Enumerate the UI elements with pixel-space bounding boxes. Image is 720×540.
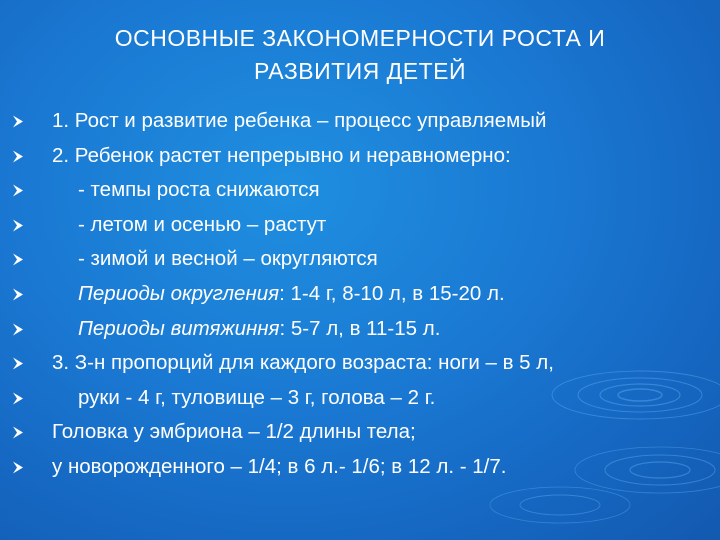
- bullet-item: [12, 346, 712, 381]
- bullet-text: 2. Ребенок растет непрерывно и неравномерно:: [52, 143, 511, 167]
- bullet-text: руки - 4 г, туловище – 3 г, голова – 2 г.: [78, 385, 436, 409]
- arrowhead-bullet-icon: [12, 392, 24, 405]
- arrowhead-bullet-icon: [12, 426, 24, 439]
- bullet-item: [12, 277, 712, 312]
- bullet-text: [78, 277, 505, 312]
- title-line-2: РАЗВИТИЯ ДЕТЕЙ: [253, 58, 467, 84]
- bullet-text: - летом и осенью – растут: [78, 212, 327, 236]
- arrowhead-bullet-icon: [12, 184, 24, 197]
- title-line-1: ОСНОВНЫЕ ЗАКОНОМЕРНОСТИ РОСТА И: [114, 25, 606, 51]
- bullet-item: [12, 381, 712, 416]
- bullet-item: [12, 208, 712, 243]
- arrowhead-bullet-icon: [12, 288, 24, 301]
- arrowhead-bullet-icon: [12, 323, 24, 336]
- bullet-list: [12, 104, 712, 485]
- bullet-text-rest: : 1-4 г, 8-10 л, в 15-20 л.: [279, 281, 505, 305]
- bullet-item: [12, 173, 712, 208]
- bullet-text: [78, 312, 440, 347]
- bullet-text: 3. З-н пропорций для каждого возраста: ноги – в 5 л,: [52, 351, 554, 375]
- bullet-item: [12, 104, 712, 139]
- slide-title: [40, 22, 680, 88]
- bullet-item: [12, 312, 712, 347]
- bullet-text: Головка у эмбриона – 1/2 длины тела;: [52, 420, 416, 444]
- bullet-text: - темпы роста снижаются: [78, 178, 320, 202]
- arrowhead-bullet-icon: [12, 253, 24, 266]
- arrowhead-bullet-icon: [12, 219, 24, 232]
- arrowhead-bullet-icon: [12, 461, 24, 474]
- bullet-item: [12, 242, 712, 277]
- bullet-text: 1. Рост и развитие ребенка – процесс управляемый: [52, 109, 547, 132]
- bullet-item: [12, 139, 712, 174]
- arrowhead-bullet-icon: [12, 357, 24, 370]
- bullet-text-rest: : 5-7 л, в 11-15 л.: [279, 316, 441, 340]
- arrowhead-bullet-icon: [12, 115, 24, 128]
- bullet-item: [12, 450, 712, 485]
- arrowhead-bullet-icon: [12, 150, 24, 163]
- bullet-item: [12, 415, 712, 450]
- italic-term: Периоды округления: [78, 281, 280, 305]
- italic-term: Периоды витяжиння: [78, 316, 280, 340]
- bullet-text: - зимой и весной – округляются: [78, 247, 378, 271]
- bullet-text: у новорожденного – 1/4; в 6 л.- 1/6; в 12 л. - 1/7.: [52, 454, 507, 478]
